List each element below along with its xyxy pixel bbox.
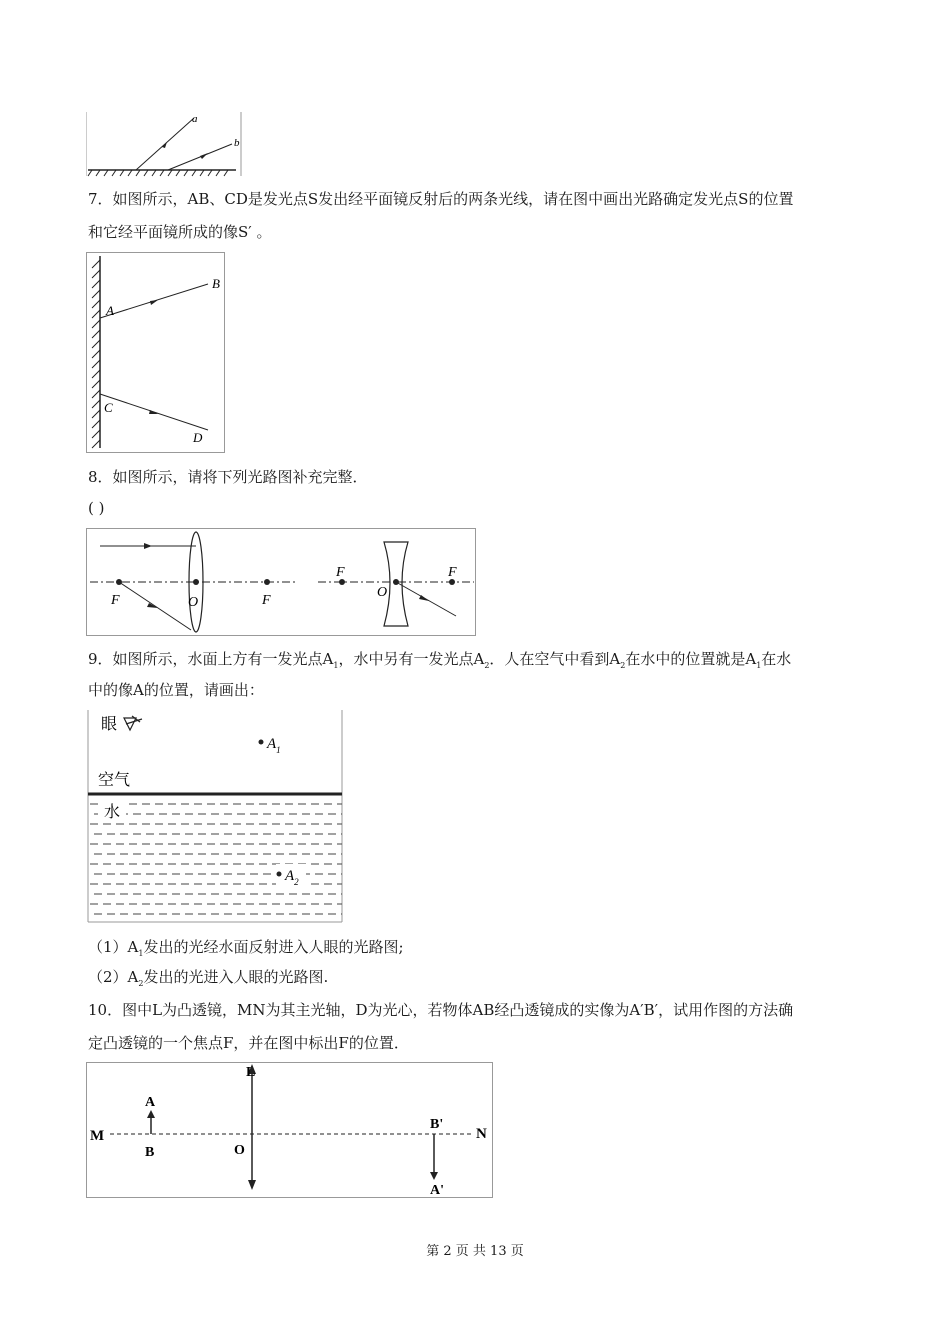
q10-label-L: L (246, 1065, 256, 1080)
q10-text-line1: 10．图中L为凸透镜，MN为其主光轴，D为光心，若物体AB经凸透镜成的实像为A′B′，试用作图的方法确 (88, 1001, 794, 1019)
q8-label-F3: F (336, 565, 345, 580)
q8-text-line1: 8．如图所示，请将下列光路图补充完整． (88, 468, 368, 486)
q9-label-eye: 眼 (101, 714, 118, 733)
q8-label-F4: F (448, 565, 457, 580)
q10-label-B-prime: B' (430, 1117, 444, 1132)
q10-label-O: O (234, 1143, 245, 1158)
figure-q7 (86, 252, 228, 455)
figure-q8 (86, 528, 478, 638)
q9-text-line1: 9．如图所示，水面上方有一发光点$A_1$，水中另有一发光点$A_2$．人在空气中看到$A_2$在水中的位置就是$A_1$在水 (88, 650, 792, 670)
q10-label-A: A (145, 1095, 156, 1110)
q9-part2: $(2)A_2$发出的光进入人眼的光路图. (88, 968, 329, 988)
figure-q9 (86, 710, 346, 924)
q10-label-N: N (476, 1126, 487, 1142)
svg-text:A1: $A_1$ (267, 736, 281, 755)
q7-text-line2: 和它经平面镜所成的像S′ 。 (88, 223, 272, 241)
eye-icon (124, 716, 142, 730)
q8-text-line2: ( ) (88, 499, 105, 517)
fig6-label-a: a (192, 113, 198, 125)
q7-label-D: D (193, 430, 203, 445)
q8-label-O1: O (188, 595, 199, 610)
q8-label-F1: F (111, 593, 120, 608)
fig6-label-b: b (234, 137, 240, 149)
q7-label-B: B (212, 276, 220, 291)
figure-q6 (86, 112, 246, 178)
q10-text-line2: 定凸透镜的一个焦点F，并在图中标出F的位置． (88, 1034, 409, 1052)
q10-label-A-prime: A' (430, 1183, 444, 1198)
q8-label-O2: O (377, 585, 388, 600)
q8-label-F2: F (262, 593, 271, 608)
q9-label-air: 空气 (98, 770, 131, 789)
q7-text-line1: 7．如图所示，AB、CD是发光点S发出经平面镜反射后的两条光线，请在图中画出光路确定发光点S的位置 (88, 190, 794, 208)
q7-label-A: A (106, 303, 114, 318)
q9-label-water: 水 (104, 802, 121, 821)
q9-text-line2: 中的像A的位置，请画出： (88, 681, 264, 699)
svg-text:A2: $A_2$ (285, 868, 299, 887)
figure-q10 (86, 1062, 496, 1200)
q10-label-B: B (145, 1145, 155, 1160)
q9-part1: $(1)A_1$发出的光经水面反射进入人眼的光路图; (88, 938, 404, 958)
q7-label-C: C (104, 400, 113, 415)
page-footer: 第 2 页 共 13 页 (426, 1244, 524, 1259)
q10-label-M: M (90, 1128, 105, 1144)
